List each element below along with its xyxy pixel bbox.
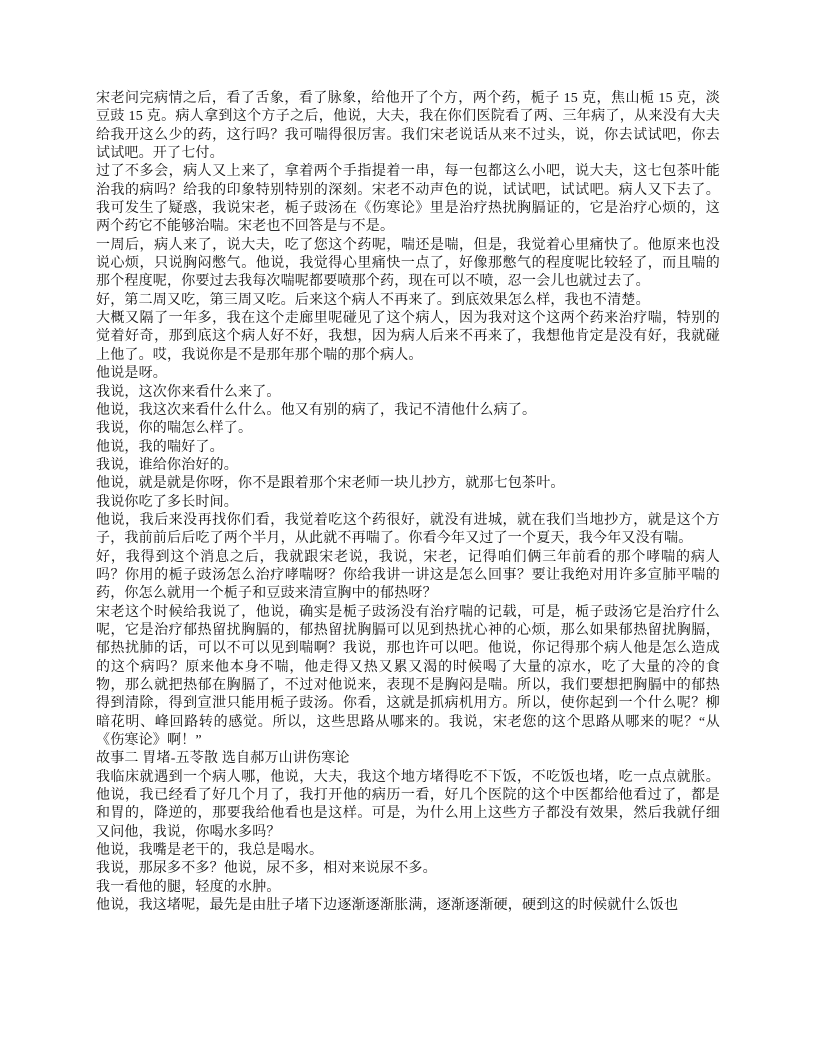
paragraph: 我一看他的腿，轻度的水肿。 [96,879,281,895]
paragraph: 过了不多会，病人又上来了，拿着两个手指提着一串，每一包都这么小吧，说大夫，这七包茶叶能治我的病吗？给我的印象特别特别的深刻。宋老不动声色的说，试试吧，试试吧。病人又下去了。我可发生了疑惑，我说宋老，栀子豉汤在《伤寒论》里是治疗热扰胸膈证的，它是治疗心烦的，这两个药它不能够治喘。宋老也不回答是与不是。 [96,164,720,235]
paragraph: 他说，我的喘好了。 [96,439,224,455]
paragraph: 我临床就遇到一个病人哪，他说，大夫，我这个地方堵得吃不下饭，不吃饭也堵，吃一点点就胀。他说，我已经看了好几个月了，我打开他的病历一看，好几个医院的这个中医都给他看过了，都是和胃的，降逆的，那要我给他看也是这样。可是，为什么用上这些方子都没有效果，然后我就仔细又问他，我说，你喝水多吗？ [96,769,720,840]
paragraph: 一周后，病人来了，说大夫，吃了您这个药呢，喘还是喘，但是，我觉着心里痛快了。他原来也没说心烦，只说胸闷憋气。他说，我觉得心里痛快一点了，好像那憋气的程度呢比较轻了，而且喘的那个程度呢，你要过去我每次喘呢都要喷那个药，现在可以不喷，忍一会儿也就过去了。 [96,237,720,290]
paragraph: 他说，我这次来看什么什么。他又有别的病了，我记不清他什么病了。 [96,402,537,418]
paragraph: 我说，这次你来看什么来了。 [96,384,281,400]
paragraph: 他说，就是就是你呀，你不是跟着那个宋老师一块儿抄方，就那七包茶叶。 [96,476,565,492]
section-heading: 故事二 胃堵-五苓散 选自郝万山讲伤寒论 [96,751,350,767]
paragraph: 好，第二周又吃，第三周又吃。后来这个病人不再来了。到底效果怎么样，我也不清楚。 [96,292,650,308]
paragraph: 我说，谁给你治好的。 [96,457,238,473]
paragraph: 好，我得到这个消息之后，我就跟宋老说，我说，宋老，记得咱们俩三年前看的那个哮喘的病人吗？你用的栀子豉汤怎么治疗哮喘呀？你给我讲一讲这是怎么回事？要让我绝对用许多宣肺平喘的药，你怎么就用一个栀子和豆豉来清宣胸中的郁热呀？ [96,549,720,602]
paragraph: 他说，我后来没再找你们看，我觉着吃这个药很好，就没有进城，就在我们当地抄方，就是这个方子，我前前后后吃了两个半月，从此就不再喘了。你看今年又过了一个夏天，我今年又没有喘。 [96,512,720,547]
paragraph: 宋老这个时候给我说了，他说，确实是栀子豉汤没有治疗喘的记载，可是，栀子豉汤它是治疗什么呢，它是治疗郁热留扰胸膈的，郁热留扰胸膈可以见到热扰心神的心烦，那么如果郁热留扰胸膈，郁热扰肺的话，可以不可以见到喘啊？我说，那也许可以吧。他说，你记得那个病人他是怎么造成的这个病吗？原来他本身不喘，他走得又热又累又渴的时候喝了大量的凉水，吃了大量的冷的食物，那么就把热郁在胸膈了，不过对他说来，表现不是胸闷是喘。所以，我们要想把胸膈中的郁热得到清除，得到宣泄只能用栀子豉汤。你看，这就是抓病机用方。所以，使你起到一个什么呢？柳暗花明、峰回路转的感觉。所以，这些思路从哪来的。我说，宋老您的这个思路从哪来的呢？“从《伤寒论》啊！” [96,604,720,749]
paragraph: 他说是呀。 [96,366,167,382]
paragraph: 我说，你的喘怎么样了。 [96,421,253,437]
paragraph: 他说，我这堵呢，最先是由肚子堵下边逐渐逐渐胀满，逐渐逐渐硬，硬到这的时候就什么饭也 [96,898,679,914]
paragraph: 他说，我嘴是老干的，我总是喝水。 [96,843,324,859]
paragraph: 我说你吃了多长时间。 [96,494,238,510]
paragraph: 我说，那尿多不多？他说，尿不多，相对来说尿不多。 [96,861,437,877]
paragraph: 宋老问完病情之后，看了舌象，看了脉象，给他开了个方，两个药，栀子 15 克，焦山栀 15 克，淡豆豉 15 克。病人拿到这个方子之后，他说，大夫，我在你们医院看了两、三年病了，从来没有大夫给我开这么少的药，这行吗？我可喘得很厉害。我们宋老说话从来不过头，说，你去试试吧，你去试试吧。开了七付。 [96,91,720,162]
paragraph: 大概又隔了一年多，我在这个走廊里呢碰见了这个病人，因为我对这个这两个药来治疗喘，特别的觉着好奇，那到底这个病人好不好，我想，因为病人后来不再来了，我想他肯定是没有好，我就碰上他了。哎，我说你是不是那年那个喘的那个病人。 [96,311,720,363]
document-body [96,90,720,915]
